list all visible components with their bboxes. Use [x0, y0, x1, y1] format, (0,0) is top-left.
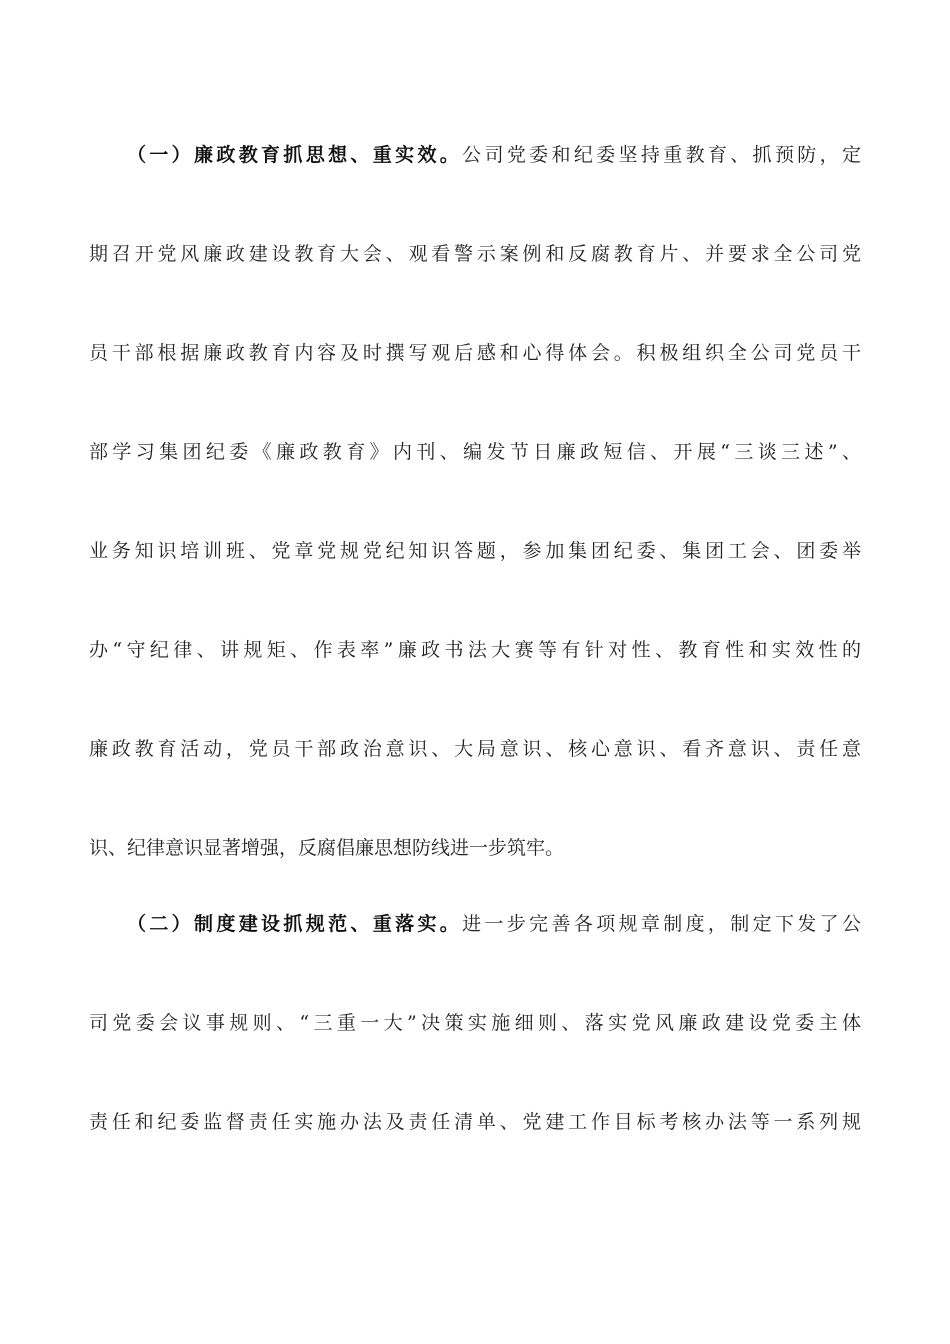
section-2-line-1 — [127, 909, 861, 939]
section-1-line-5: 业务知识培训班、党章党规党纪知识答题，参加集团纪委、集团工会、团委举 — [89, 540, 861, 562]
section-2-line-3: 责任和纪委监督责任实施办法及责任清单、党建工作目标考核办法等一系列规 — [89, 1111, 861, 1133]
section-2-line-2: 司党委会议事规则、“三重一大”决策实施细则、落实党风廉政建设党委主体 — [89, 1012, 861, 1034]
section-1-line-7: 廉政教育活动，党员干部政治意识、大局意识、核心意识、看齐意识、责任意 — [89, 738, 861, 760]
section-1-line-6: 办“守纪律、讲规矩、作表率”廉政书法大赛等有针对性、教育性和实效性的 — [89, 639, 861, 661]
section-1-line-3: 员干部根据廉政教育内容及时撰写观后感和心得体会。积极组织全公司党员干 — [89, 342, 861, 364]
section-1-heading: （一）廉政教育抓思想、重实效。 — [127, 144, 463, 166]
section-1-line-4: 部学习集团纪委《廉政教育》内刊、编发节日廉政短信、开展“三谈三述”、 — [89, 441, 861, 463]
section-2-heading: （二）制度建设抓规范、重落实。 — [127, 913, 463, 935]
section-1-text: 公司党委和纪委坚持重教育、抓预防，定 — [462, 144, 861, 166]
section-2-text: 进一步完善各项规章制度，制定下发了公 — [462, 913, 861, 935]
section-1-line-2: 期召开党风廉政建设教育大会、观看警示案例和反腐教育片、并要求全公司党 — [89, 243, 861, 265]
section-1-line-1 — [127, 140, 861, 170]
section-1-line-8: 识、纪律意识显著增强，反腐倡廉思想防线进一步筑牢。 — [89, 837, 565, 859]
